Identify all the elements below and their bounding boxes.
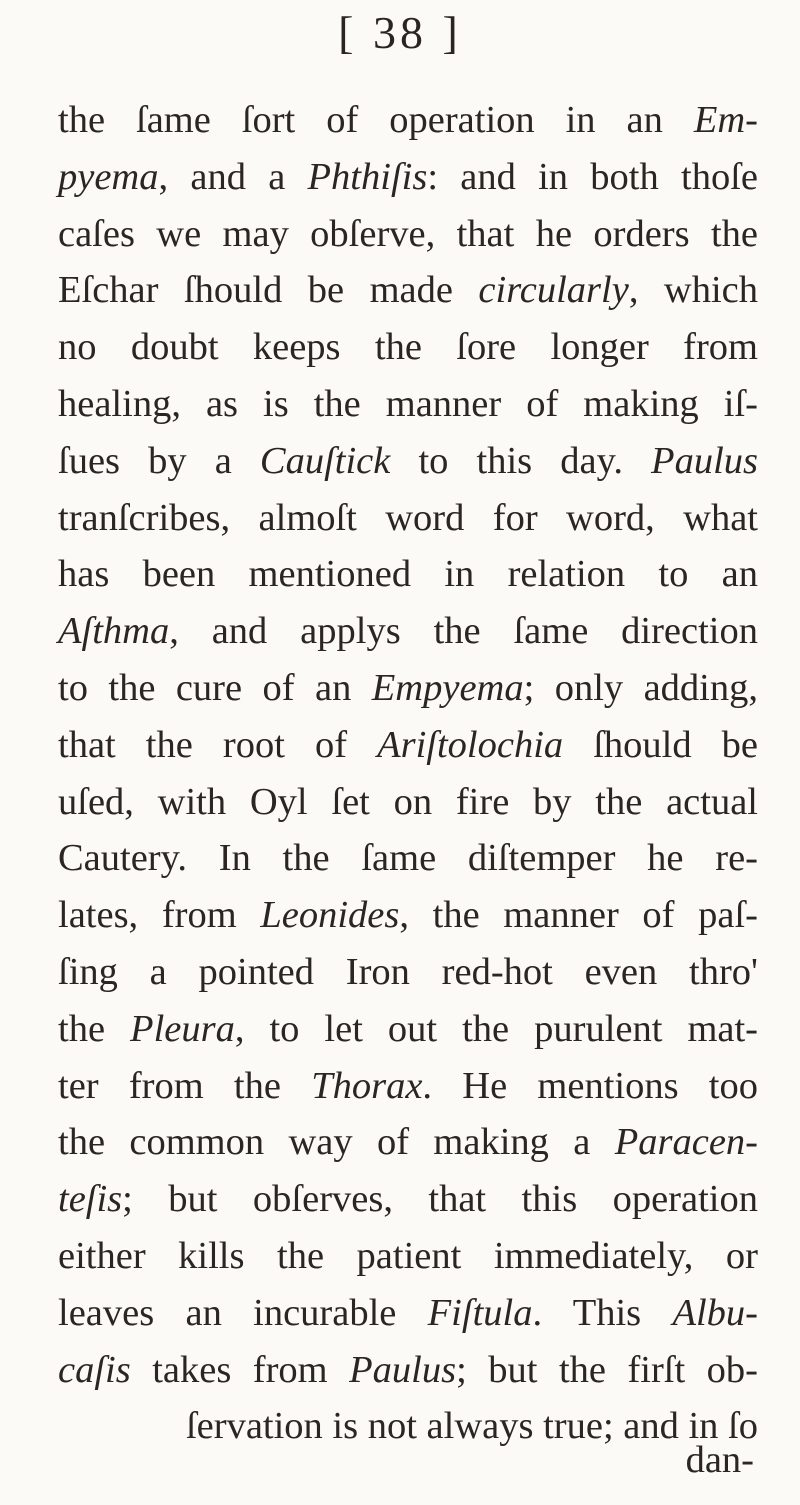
roman-text: the ſame ſort of operation in an xyxy=(58,99,694,141)
roman-text: , to let out the purulent mat- xyxy=(234,1007,758,1050)
roman-text: ſervation is not always true; and in ſo xyxy=(185,1405,758,1448)
roman-text: ſing a pointed Iron red-hot even thro' xyxy=(58,950,758,993)
roman-text: . He mentions too xyxy=(422,1064,758,1107)
italic-text: Em- xyxy=(693,99,758,141)
roman-text: to the cure of an xyxy=(58,666,372,709)
roman-text: tranſcribes, almoſt word for word, what xyxy=(58,496,758,539)
roman-text: , the manner of paſ- xyxy=(399,894,759,937)
italic-text: Empyema xyxy=(371,666,524,709)
roman-text: . This xyxy=(532,1291,673,1334)
italic-text: Paracen- xyxy=(614,1121,758,1164)
roman-text: that the root of xyxy=(58,723,378,766)
text-line xyxy=(58,376,758,433)
italic-text: Pleura xyxy=(130,1007,235,1050)
roman-text: to this day. xyxy=(390,439,652,482)
text-line xyxy=(58,319,758,376)
text-line xyxy=(58,1285,758,1342)
roman-text: caſes we may obſerve, that he orders the xyxy=(58,212,758,255)
text-line xyxy=(58,603,758,660)
text-line xyxy=(58,433,758,490)
italic-text: pyema xyxy=(58,155,159,198)
roman-text: uſed, with Oyl ſet on fire by the actual xyxy=(58,780,758,823)
text-line xyxy=(58,546,758,603)
text-line xyxy=(58,206,758,263)
text-line xyxy=(58,149,758,206)
italic-text: Ariſtolochia xyxy=(377,723,564,766)
roman-text: either kills the patient immediately, or xyxy=(58,1234,758,1277)
italic-text: Aſthma xyxy=(58,610,170,653)
page-number: [ 38 ] xyxy=(338,7,462,58)
roman-text: the xyxy=(58,1007,131,1050)
italic-text: Paulus xyxy=(349,1348,457,1391)
italic-text: Phthiſis xyxy=(307,155,428,198)
body-text xyxy=(58,92,758,1455)
italic-text: Albu- xyxy=(672,1291,758,1334)
italic-text: Fiſtula xyxy=(427,1291,533,1334)
roman-text: has been mentioned in relation to an xyxy=(58,553,758,596)
text-line xyxy=(58,1398,758,1455)
roman-text: lates, from xyxy=(58,894,261,937)
text-line xyxy=(58,830,758,887)
text-line xyxy=(58,1228,758,1285)
roman-text: , and a xyxy=(158,155,308,198)
roman-text: : and in both thoſe xyxy=(427,155,758,198)
roman-text: , which xyxy=(628,269,758,312)
text-line xyxy=(58,1114,758,1171)
text-line xyxy=(58,717,758,774)
roman-text: ſues by a xyxy=(58,439,260,482)
roman-text: ter from the xyxy=(58,1064,312,1107)
text-line xyxy=(58,1001,758,1058)
roman-text: no doubt keeps the ſore longer from xyxy=(58,326,758,369)
roman-text: ; only adding, xyxy=(523,666,758,709)
text-line xyxy=(58,1171,758,1228)
roman-text: the common way of making a xyxy=(58,1121,615,1164)
roman-text: leaves an incurable xyxy=(58,1291,428,1334)
text-line xyxy=(58,1342,758,1399)
text-line xyxy=(58,1058,758,1115)
text-line xyxy=(58,490,758,547)
italic-text: Cauſtick xyxy=(259,439,391,482)
text-line xyxy=(58,887,758,944)
text-line xyxy=(58,92,758,149)
italic-text: teſis xyxy=(58,1178,123,1221)
italic-text: Leonides xyxy=(260,894,400,937)
roman-text: Eſchar ſhould be made xyxy=(58,269,479,312)
text-line xyxy=(58,262,758,319)
catchword: dan- xyxy=(685,1439,754,1481)
italic-text: caſis xyxy=(58,1348,131,1391)
roman-text: ſhould be xyxy=(563,723,758,766)
text-line xyxy=(58,660,758,717)
italic-text: Paulus xyxy=(651,439,758,482)
roman-text: healing, as is the manner of making iſ- xyxy=(58,382,758,425)
text-line xyxy=(58,944,758,1001)
roman-text: Cautery. In the ſame diſtemper he re- xyxy=(58,837,758,880)
roman-text: ; but the firſt ob- xyxy=(456,1348,758,1391)
italic-text: circularly xyxy=(478,269,629,312)
roman-text: , and applys the ſame direction xyxy=(169,610,758,653)
italic-text: Thorax xyxy=(311,1064,423,1107)
roman-text: ; but obſerves, that this operation xyxy=(122,1178,758,1221)
text-line xyxy=(58,774,758,831)
roman-text: takes from xyxy=(130,1348,350,1391)
